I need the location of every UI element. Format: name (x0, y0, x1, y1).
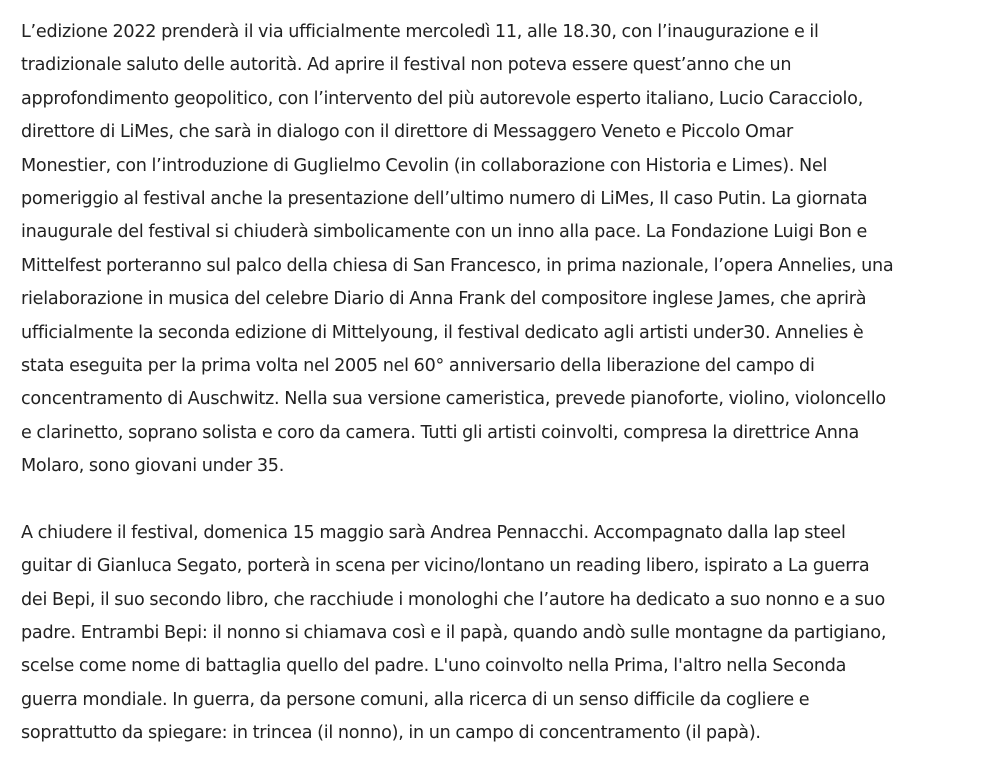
text-line: Monestier, con l’introduzione di Guglielmo Cevolin (in collaborazione con Historia e Limes). Nel (21, 155, 828, 176)
text-line: e clarinetto, soprano solista e coro da camera. Tutti gli artisti coinvolti, compresa la direttrice Anna (21, 422, 860, 443)
text-line: direttore di LiMes, che sarà in dialogo con il direttore di Messaggero Veneto e Piccolo Omar (21, 122, 794, 143)
text-line: padre. Entrambi Bepi: il nonno si chiamava così e il papà, quando andò sulle montagne da partigiano, (21, 622, 887, 643)
text-line: rielaborazione in musica del celebre Diario di Anna Frank del compositore inglese James, che aprirà (21, 289, 867, 310)
text-line: dei Bepi, il suo secondo libro, che racchiude i monologhi che l’autore ha dedicato a suo nonno e a suo (21, 589, 885, 610)
text-line: guitar di Gianluca Segato, porterà in scena per vicino/lontano un reading libero, ispirato a La guerra (21, 556, 870, 577)
text-line: scelse come nome di battaglia quello del padre. L'uno coinvolto nella Prima, l'altro nella Seconda (21, 656, 847, 677)
text-line: ufficialmente la seconda edizione di Mittelyoung, il festival dedicato agli artisti under30. Annelies è (21, 322, 864, 343)
text-line: concentramento di Auschwitz. Nella sua versione cameristica, prevede pianoforte, violino, violoncello (21, 389, 886, 410)
text-line: approfondimento geopolitico, con l’intervento del più autorevole esperto italiano, Lucio Caracciolo, (21, 88, 864, 109)
article-body (21, 16, 986, 751)
text-line: Mittelfest porteranno sul palco della chiesa di San Francesco, in prima nazionale, l’opera Annelies, una (21, 255, 894, 276)
text-line: guerra mondiale. In guerra, da persone comuni, alla ricerca di un senso difficile da cogliere e (21, 689, 810, 710)
text-line: pomeriggio al festival anche la presentazione dell’ultimo numero di LiMes, Il caso Putin. La giornata (21, 189, 868, 210)
text-line: L’edizione 2022 prenderà il via ufficialmente mercoledì 11, alle 18.30, con l’inaugurazione e il (21, 22, 819, 42)
paragraph-closing (21, 517, 986, 751)
text-line: soprattutto da spiegare: in trincea (il nonno), in un campo di concentramento (il papà). (21, 723, 761, 744)
text-line: inaugurale del festival si chiuderà simbolicamente con un inno alla pace. La Fondazione Luigi Bon e (21, 222, 868, 243)
paragraph-inauguration (21, 16, 986, 484)
text-line: tradizionale saluto delle autorità. Ad aprire il festival non poteva essere quest’anno che un (21, 55, 792, 76)
text-line: A chiudere il festival, domenica 15 maggio sarà Andrea Pennacchi. Accompagnato dalla lap steel (21, 522, 846, 543)
text-line: stata eseguita per la prima volta nel 2005 nel 60° anniversario della liberazione del campo di (21, 356, 815, 377)
text-line: Molaro, sono giovani under 35. (21, 456, 285, 477)
